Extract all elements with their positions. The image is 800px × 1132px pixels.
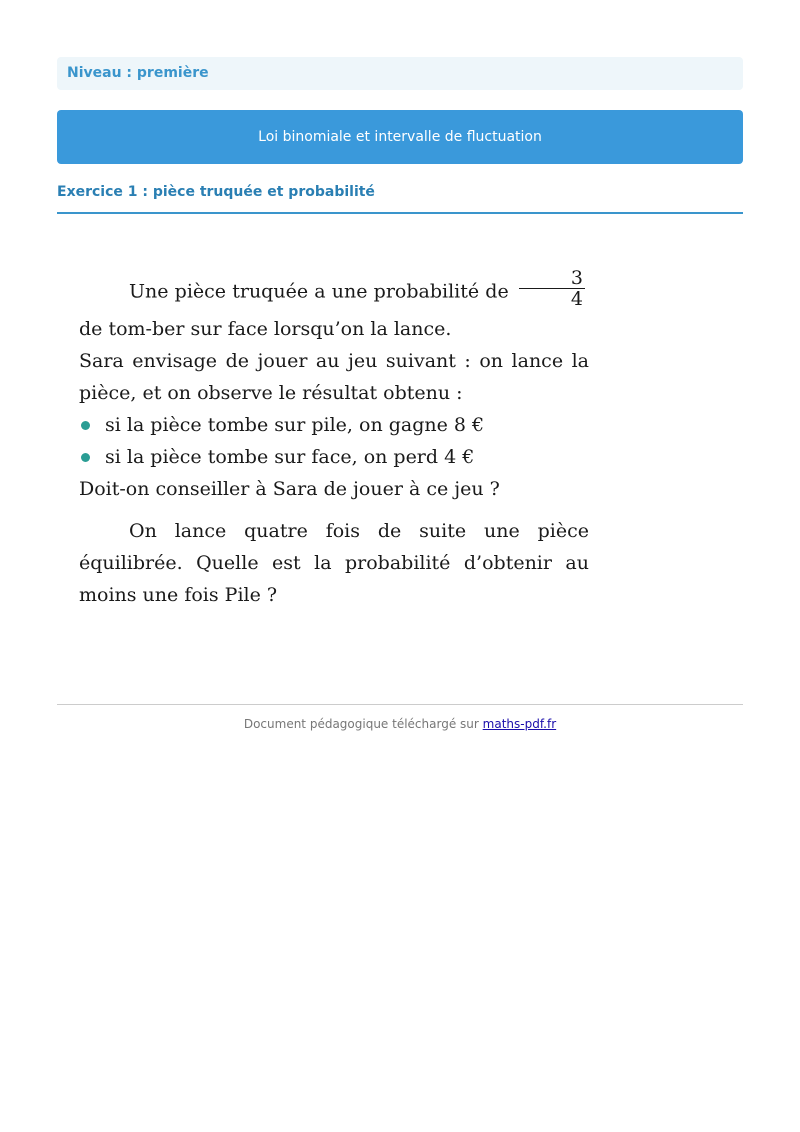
footer (57, 717, 743, 731)
rules-list (79, 409, 589, 473)
bullet-icon (81, 453, 90, 462)
list-item-text: si la pièce tombe sur face, on perd 4 € (105, 446, 475, 468)
paragraph-text: de tom-ber sur face lorsqu’on la lance. (79, 318, 452, 340)
exercise-paragraph-2: Sara envisage de jouer au jeu suivant : on lance la pièce, et on observe le résultat obtenu : (79, 350, 589, 404)
page-title: Loi binomiale et intervalle de fluctuation (57, 110, 743, 164)
fraction-denominator: 4 (570, 288, 583, 310)
footer-link[interactable]: maths-pdf.fr (482, 717, 557, 731)
footer-text: Document pédagogique téléchargé sur (243, 717, 479, 731)
paragraph-text: Une pièce truquée a une probabilité de (129, 280, 509, 303)
exercise-question: Doit-on conseiller à Sara de jouer à ce jeu ? (79, 478, 500, 500)
exercise-paragraph-3: On lance quatre fois de suite une pièce équilibrée. Quelle est la probabilité d’obtenir au moins une fois Pile ? (79, 520, 589, 606)
list-item (79, 441, 589, 473)
fraction (519, 268, 585, 309)
level-label: Niveau : première (57, 57, 743, 90)
footer-divider (57, 704, 743, 705)
list-item (79, 409, 589, 441)
exercise-statement (79, 267, 589, 611)
exercise-heading: Exercice 1 : pièce truquée et probabilité (57, 184, 743, 214)
fraction-numerator: 3 (519, 268, 585, 289)
bullet-icon (81, 421, 90, 430)
exercise-paragraph-1 (79, 267, 589, 345)
list-item-text: si la pièce tombe sur pile, on gagne 8 € (105, 414, 485, 436)
